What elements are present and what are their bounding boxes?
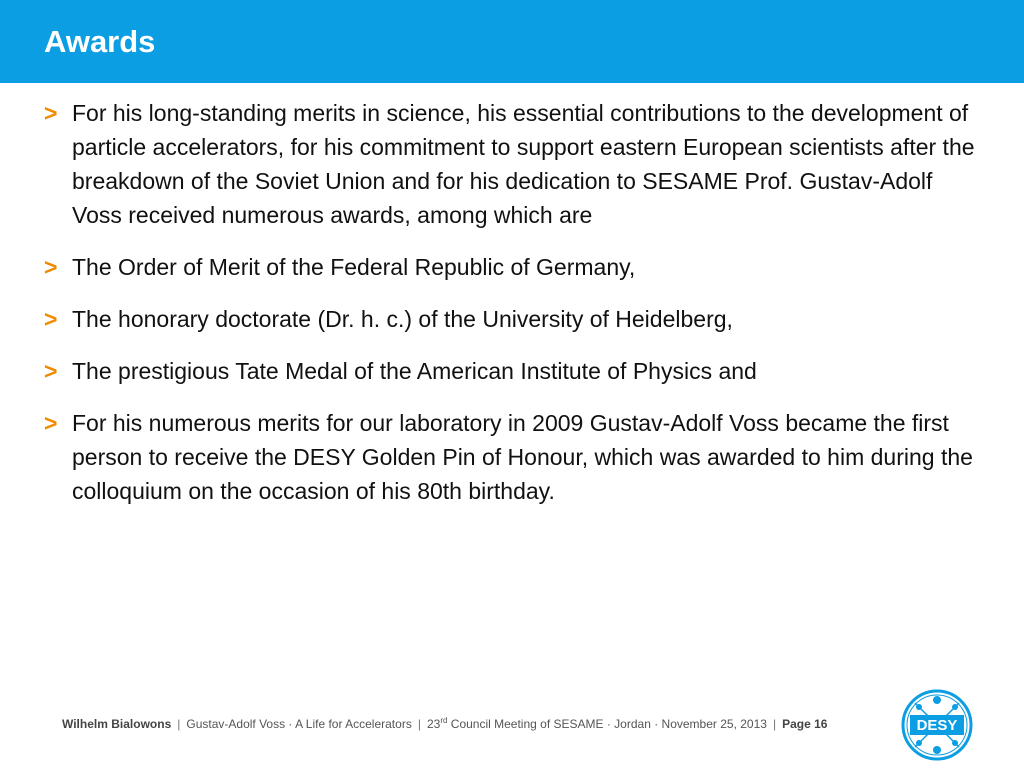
bullet-text: The Order of Merit of the Federal Republic of Germany, (72, 254, 636, 280)
bullet-arrow-icon: > (44, 254, 58, 280)
footer-talk-title: Gustav-Adolf Voss · A Life for Accelerators (186, 717, 412, 731)
footer-separator: | (177, 717, 181, 731)
list-item (44, 354, 984, 388)
bullet-arrow-icon: > (44, 100, 58, 126)
page-number: Page 16 (782, 717, 828, 731)
title-bar (0, 0, 1024, 83)
bullet-arrow-icon: > (44, 358, 58, 384)
bullet-list (44, 96, 984, 526)
footer-meeting: Council Meeting of SESAME · Jordan · November 25, 2013 (447, 717, 767, 731)
bullet-arrow-icon: > (44, 306, 58, 332)
slide-title: Awards (44, 24, 156, 59)
desy-logo-icon (900, 688, 974, 762)
footer-meeting-number: 23 (426, 717, 441, 731)
bullet-text: For his numerous merits for our laboratory in 2009 Gustav-Adolf Voss became the first person to receive the DESY Golden Pin of Honour, which was awarded to him during the colloquium on the occasion of his 80th birthday. (72, 410, 973, 504)
footer (62, 716, 827, 732)
list-item (44, 250, 984, 284)
bullet-text: The prestigious Tate Medal of the American Institute of Physics and (72, 358, 757, 384)
footer-author: Wilhelm Bialowons (62, 717, 172, 731)
list-item (44, 406, 984, 508)
footer-meeting-ordinal: rd (440, 716, 448, 725)
footer-separator: | (417, 717, 421, 731)
logo-text: DESY (916, 717, 958, 734)
list-item (44, 302, 984, 336)
footer-separator: | (772, 717, 777, 731)
bullet-text: For his long-standing merits in science, his essential contributions to the development of particle accelerators, for his commitment to support eastern European scientists after the breakdown of the Soviet Union and for his dedication to SESAME Prof. Gustav-Adolf Voss received numerous awards, among which are (72, 100, 975, 228)
bullet-arrow-icon: > (44, 410, 58, 436)
bullet-text: The honorary doctorate (Dr. h. c.) of the University of Heidelberg, (72, 306, 733, 332)
list-item (44, 96, 984, 232)
